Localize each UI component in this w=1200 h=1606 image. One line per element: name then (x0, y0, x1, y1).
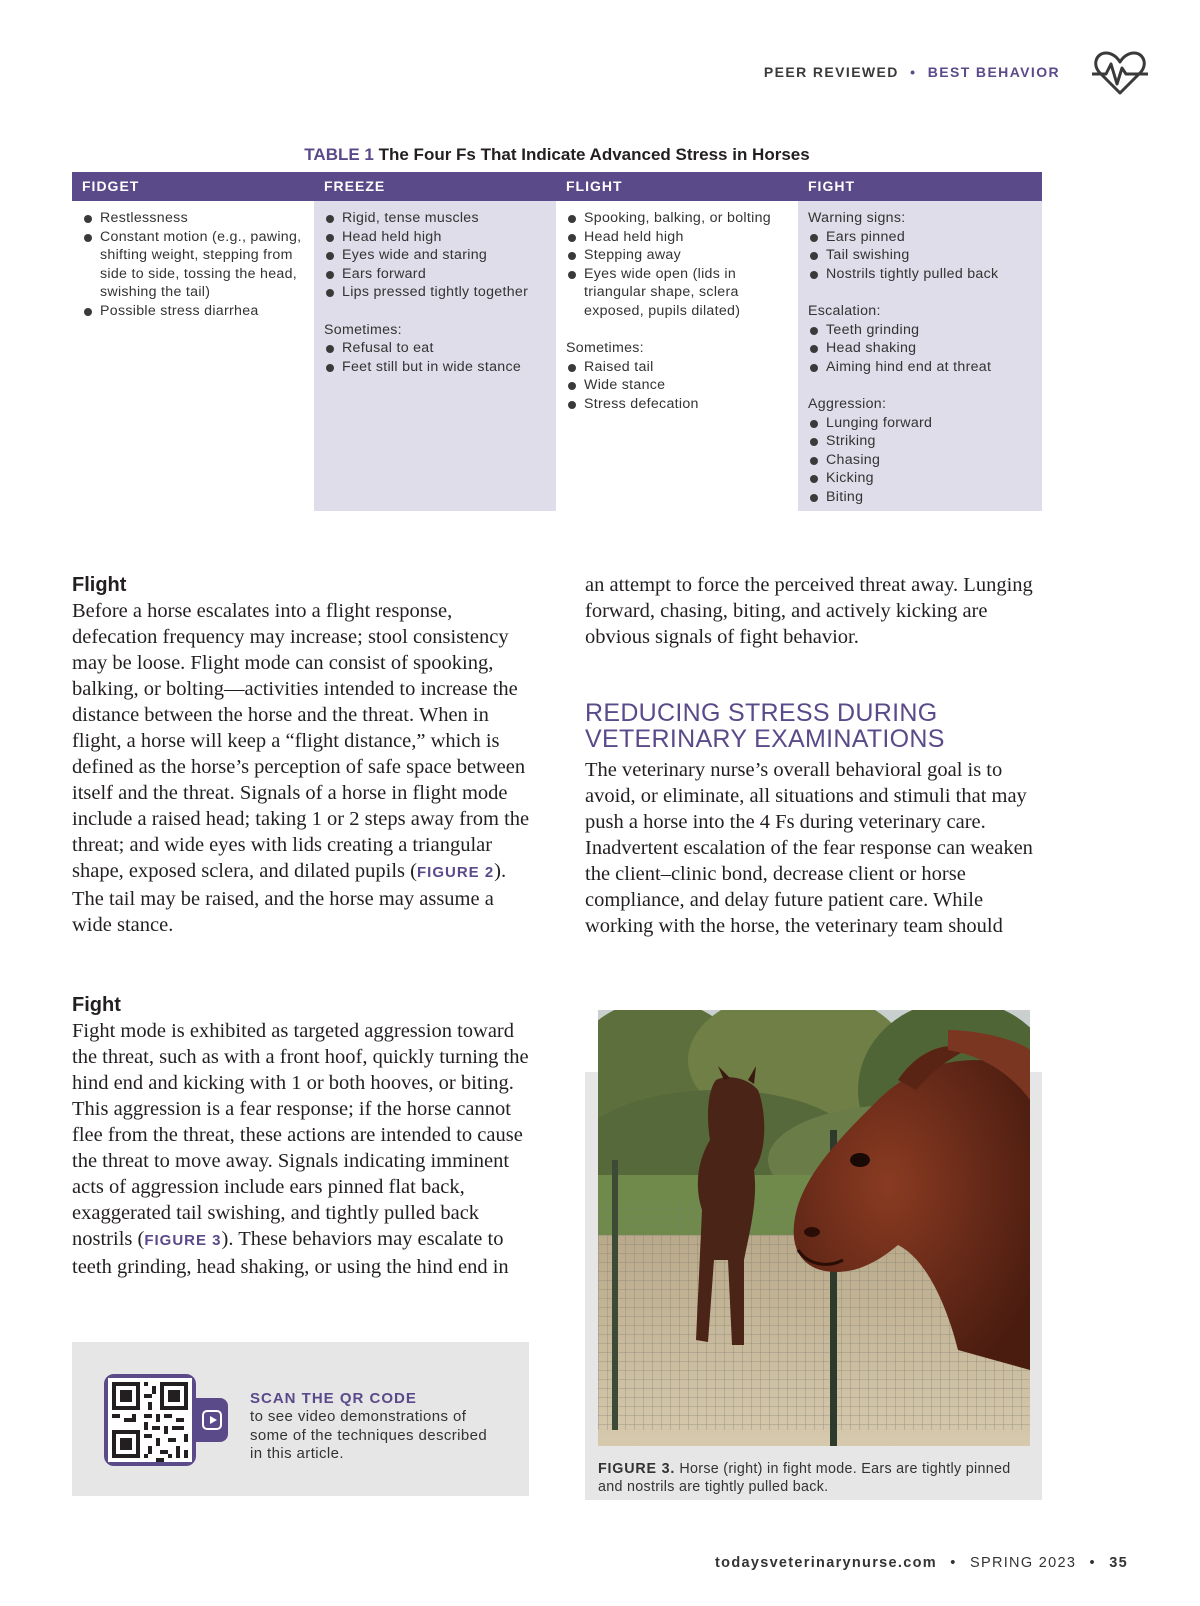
list-item: Restlessness (82, 209, 304, 228)
list-item: Striking (808, 432, 1032, 451)
fight-paragraph (72, 1018, 537, 1280)
list-item: Ears pinned (808, 228, 1032, 247)
fidget-column (72, 201, 314, 511)
fight-text-part1: Fight mode is exhibited as targeted aggression toward the threat, such as with a front hoof, quickly turning the hind end and kicking with 1 or both hooves, or biting. This aggression is a fear response; if the horse cannot flee from the threat, these actions are intended to cause the threat to move away. Signals indicating imminent acts of aggression include ears pinned flat back, exaggerated tail swishing, and tightly pulled back nostrils ( (72, 1020, 529, 1250)
list-item: Lips pressed tightly together (324, 283, 546, 302)
flight-section (72, 572, 537, 938)
warning-signs-label: Warning signs: (808, 210, 906, 226)
figure-3-caption-text: Horse (right) in fight mode. Ears are tightly pinned and nostrils are tightly pulled back. (598, 1461, 1011, 1496)
fight-continuation (585, 572, 1045, 650)
table-title (72, 145, 1042, 165)
list-item: Head held high (566, 228, 788, 247)
footer-separator: • (950, 1555, 957, 1571)
reducing-stress-section (585, 757, 1045, 939)
list-item: Head shaking (808, 339, 1032, 358)
figure-3-photo (598, 1010, 1030, 1446)
peer-reviewed-label: PEER REVIEWED (763, 64, 899, 80)
qr-heading: SCAN THE QR CODE (250, 1390, 417, 1407)
list-item: Refusal to eat (324, 339, 546, 358)
sometimes-label: Sometimes: (566, 340, 644, 357)
list-item: Stress defecation (566, 395, 788, 414)
fight-column (798, 201, 1042, 511)
four-fs-table (72, 172, 1042, 510)
qr-callout (72, 1342, 529, 1496)
list-item: Feet still but in wide stance (324, 358, 546, 377)
escalation-label: Escalation: (808, 302, 881, 319)
list-item: Eyes wide and staring (324, 246, 546, 265)
list-item: Teeth grinding (808, 321, 1032, 340)
list-item: Chasing (808, 451, 1032, 470)
list-item: Ears forward (324, 265, 546, 284)
list-item: Possible stress diarrhea (82, 302, 304, 321)
video-tab (196, 1398, 228, 1442)
qr-text (250, 1390, 500, 1464)
running-header (764, 64, 1060, 80)
continuation-paragraph: an attempt to force the perceived threat away. Lunging forward, chasing, biting, and actively kicking are obvious signals of fight behavior. (585, 574, 1033, 648)
list-item: Biting (808, 488, 1032, 507)
footer-separator: • (1089, 1555, 1096, 1571)
list-item: Aiming hind end at threat (808, 358, 1032, 377)
issue-label: SPRING 2023 (970, 1555, 1077, 1571)
list-item: Rigid, tense muscles (324, 209, 546, 228)
flight-heading: FLIGHT (556, 172, 798, 201)
list-item: Lunging forward (808, 414, 1032, 433)
fidget-heading: FIDGET (72, 172, 314, 201)
qr-code-icon (108, 1378, 192, 1462)
freeze-heading: FREEZE (314, 172, 556, 201)
play-video-icon (202, 1410, 222, 1430)
reducing-stress-paragraph: The veterinary nurse’s overall behavioral goal is to avoid, or eliminate, all situations and stimuli that may push a horse into the 4 Fs during veterinary care. Inadvertent escalation of the fear response can weaken the client–clinic bond, decrease client or horse compliance, and delay future patient care. While working with the horse, the veterinary team should (585, 759, 1033, 937)
heart-pulse-icon (1092, 50, 1148, 96)
figure-3-caption (598, 1460, 1030, 1497)
fight-subheading: Fight (72, 994, 121, 1016)
aggression-label: Aggression: (808, 395, 887, 412)
list-item: Spooking, balking, or bolting (566, 209, 788, 228)
list-item: Head held high (324, 228, 546, 247)
section-label: BEST BEHAVIOR (927, 64, 1060, 80)
figure-3-label: FIGURE 3. (598, 1461, 676, 1477)
list-item: Raised tail (566, 358, 788, 377)
table-title-text: The Four Fs That Indicate Advanced Stress in Horses (378, 145, 810, 164)
fight-heading: FIGHT (798, 172, 1042, 201)
list-item: Kicking (808, 469, 1032, 488)
list-item: Stepping away (566, 246, 788, 265)
sometimes-label: Sometimes: (324, 321, 402, 338)
section-heading-line2: VETERINARY EXAMINATIONS (585, 725, 945, 753)
flight-subheading: Flight (72, 574, 127, 596)
section-heading-line1: REDUCING STRESS DURING (585, 699, 938, 727)
figure-2-reference: FIGURE 2 (416, 864, 495, 881)
flight-text-part1: Before a horse escalates into a flight response, defecation frequency may increase; stool consistency may be loose. Flight mode can consist of spooking, balking, or bolting—activities intended to increase the distance between the horse and the threat. When in flight, a horse will keep a “flight distance,” which is defined as the horse’s perception of safe space between itself and the threat. Signals of a horse in flight mode include a raised head; taking 1 or 2 steps away from the threat; and wide eyes with lids creating a triangular shape, exposed sclera, and dilated pupils ( (72, 600, 530, 882)
page-number: 35 (1109, 1555, 1128, 1571)
qr-description: to see video demonstrations of some of the techniques described in this article. (250, 1408, 488, 1463)
table-label: TABLE 1 (304, 145, 374, 164)
header-separator: • (910, 64, 917, 80)
flight-paragraph (72, 598, 537, 938)
list-item: Constant motion (e.g., pawing, shifting weight, stepping from side to side, tossing the head, swishing the tail) (82, 228, 304, 302)
list-item: Eyes wide open (lids in triangular shape, sclera exposed, pupils dilated) (566, 265, 788, 321)
list-item: Wide stance (566, 376, 788, 395)
flight-text-part2: ). The tail may be raised, and the horse may assume a wide stance. (72, 860, 507, 936)
page-footer (715, 1555, 1128, 1571)
figure-3-reference: FIGURE 3 (144, 1232, 222, 1249)
horses-photo-image (598, 1010, 1030, 1446)
section-heading (585, 700, 1045, 752)
fight-section (72, 992, 537, 1280)
qr-code[interactable] (104, 1374, 196, 1466)
list-item: Nostrils tightly pulled back (808, 265, 1032, 284)
freeze-column (314, 201, 556, 511)
website-link[interactable]: todaysveterinarynurse.com (715, 1555, 937, 1571)
list-item: Tail swishing (808, 246, 1032, 265)
flight-column (556, 201, 798, 511)
fight-text-part2: ). These behaviors may escalate to teeth grinding, head shaking, or using the hind end in (72, 1228, 509, 1278)
